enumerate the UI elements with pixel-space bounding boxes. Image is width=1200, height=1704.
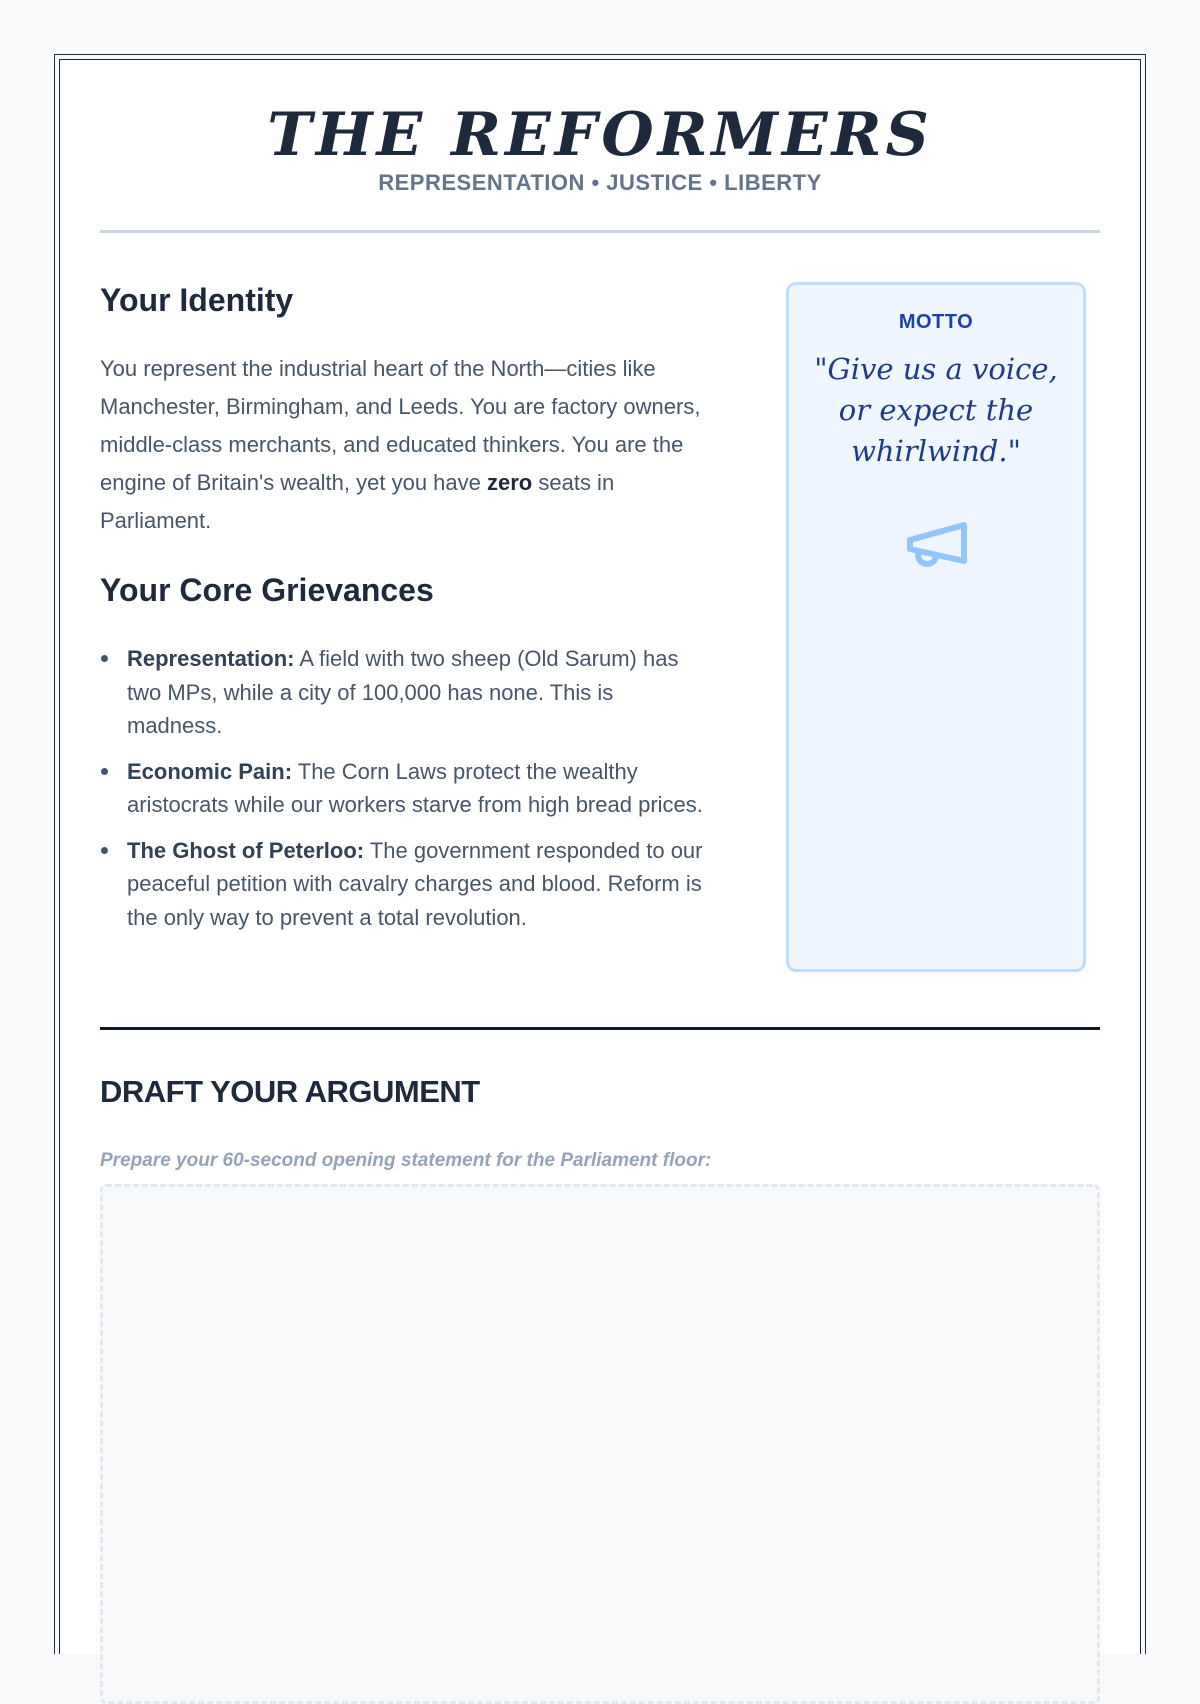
bullet-icon [101, 847, 108, 854]
identity-text-end: seats in Parliament. [100, 470, 615, 533]
grievance-item [100, 834, 710, 935]
grievance-text: A field with two sheep (Old Sarum) has two MPs, while a city of 100,000 has none. This is madness. [127, 646, 679, 738]
grievance-list [100, 642, 710, 934]
identity-heading: Your Identity [100, 282, 294, 318]
grievances-heading: Your Core Grievances [100, 572, 434, 608]
sheet-outer-border [54, 54, 1146, 1654]
grievance-lead: Representation: [127, 646, 295, 671]
motto-label: MOTTO [898, 311, 974, 333]
briefing-column [100, 280, 710, 946]
megaphone-icon [901, 507, 973, 579]
draft-heading: DRAFT YOUR ARGUMENT [100, 1074, 480, 1109]
masthead [100, 60, 1100, 233]
section-divider [100, 1027, 1100, 1030]
page-subtitle: REPRESENTATION • JUSTICE • LIBERTY [378, 170, 822, 195]
character-sheet [59, 59, 1141, 1654]
draft-prompt: Prepare your 60-second opening statement for the Parliament floor: [100, 1150, 712, 1171]
identity-paragraph [100, 350, 710, 540]
grievance-text: The Corn Laws protect the wealthy aristocrats while our workers starve from high bread prices. [127, 758, 703, 817]
identity-text-start: You represent the industrial heart of the North—cities like Manchester, Birmingham, and Leeds. You are factory owners, middle-class merchants, and educated thinkers. You are the engine of Britain's wealth, yet you have [100, 356, 701, 495]
motto-quote: "Give us a voice, or expect the whirlwind." [814, 352, 1058, 468]
grievance-lead: Economic Pain: [127, 758, 293, 784]
identity-bold-word: zero [487, 470, 533, 495]
motto-card [786, 282, 1086, 972]
page-title: THE REFORMERS [267, 100, 933, 170]
bullet-icon [101, 655, 108, 662]
grievance-lead: The Ghost of Peterloo: [127, 837, 365, 863]
bullet-icon [101, 768, 108, 775]
grievance-text: The government responded to our peaceful petition with cavalry charges and blood. Reform is the only way to prevent a total revolution. [127, 837, 703, 930]
grievance-item [100, 642, 710, 743]
argument-input[interactable] [100, 1184, 1100, 1704]
grievance-item [100, 755, 710, 822]
